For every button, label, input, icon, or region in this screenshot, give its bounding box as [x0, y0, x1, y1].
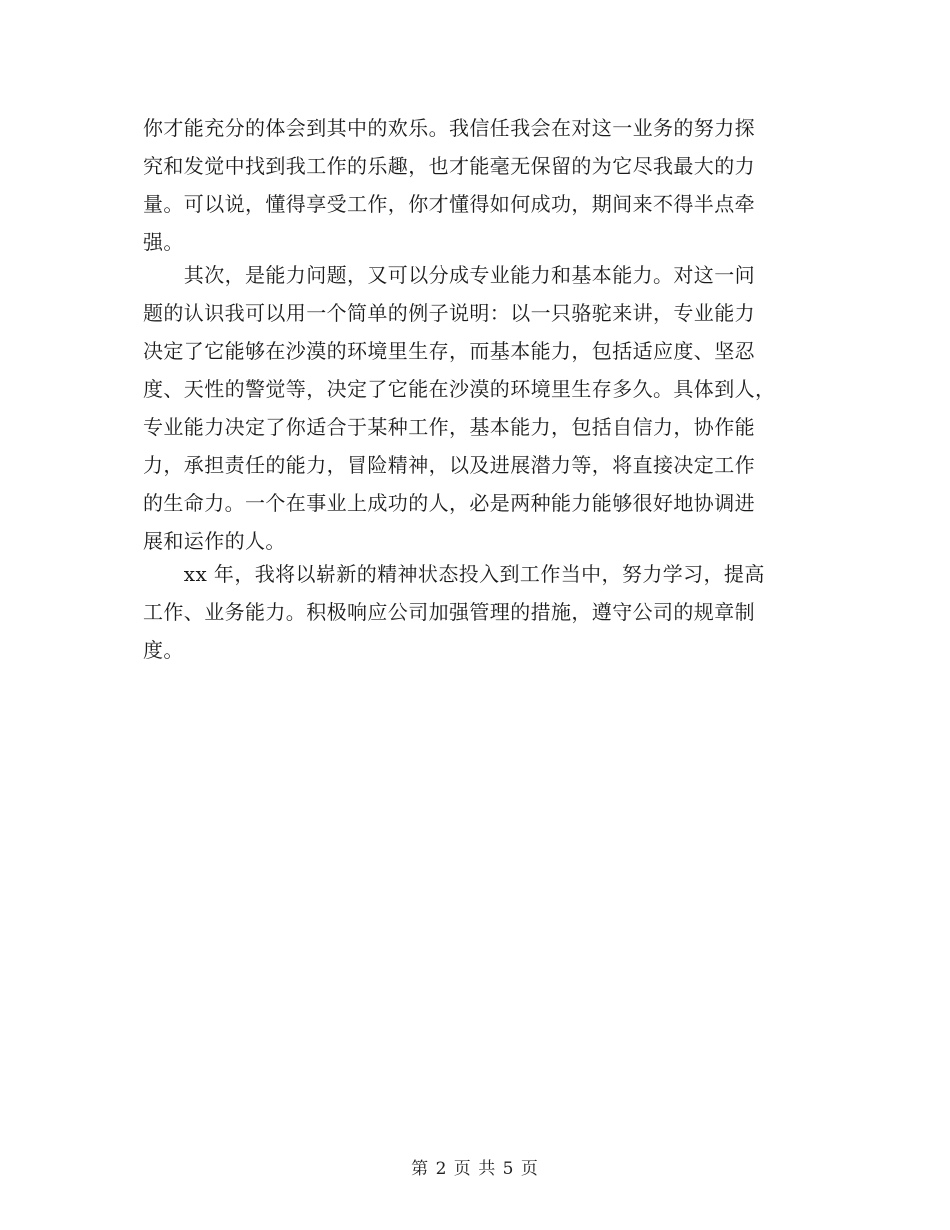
body-line: 究和发觉中找到我工作的乐趣，也才能毫无保留的为它尽我最大的力	[143, 154, 755, 178]
body-line: 量。可以说，懂得享受工作，你才懂得如何成功，期间来不得半点牵	[143, 192, 755, 216]
body-line: 的生命力。一个在事业上成功的人，必是两种能力能够很好地协调进	[143, 491, 755, 515]
body-line: 度、天性的警觉等，决定了它能在沙漠的环境里生存多久。具体到人，	[143, 377, 776, 401]
body-line: 其次，是能力问题，又可以分成专业能力和基本能力。对这一问	[143, 263, 755, 287]
body-line: 力，承担责任的能力，冒险精神，以及进展潜力等，将直接决定工作	[143, 453, 755, 477]
body-line: 强。	[143, 230, 184, 254]
body-line: 你才能充分的体会到其中的欢乐。我信任我会在对这一业务的努力探	[143, 116, 755, 140]
page-number-footer: 第 2 页 共 5 页	[411, 1159, 539, 1179]
body-line: 工作、业务能力。积极响应公司加强管理的措施，遵守公司的规章制	[143, 600, 755, 624]
body-line: 题的认识我可以用一个简单的例子说明：以一只骆驼来讲，专业能力	[143, 301, 755, 325]
body-line: 专业能力决定了你适合于某种工作，基本能力，包括自信力，协作能	[143, 415, 755, 439]
body-line: xx 年，我将以崭新的精神状态投入到工作当中，努力学习，提高	[143, 562, 765, 586]
body-line: 决定了它能够在沙漠的环境里生存，而基本能力，包括适应度、坚忍	[143, 339, 755, 363]
body-line: 度。	[143, 638, 184, 662]
body-line: 展和运作的人。	[143, 529, 286, 553]
